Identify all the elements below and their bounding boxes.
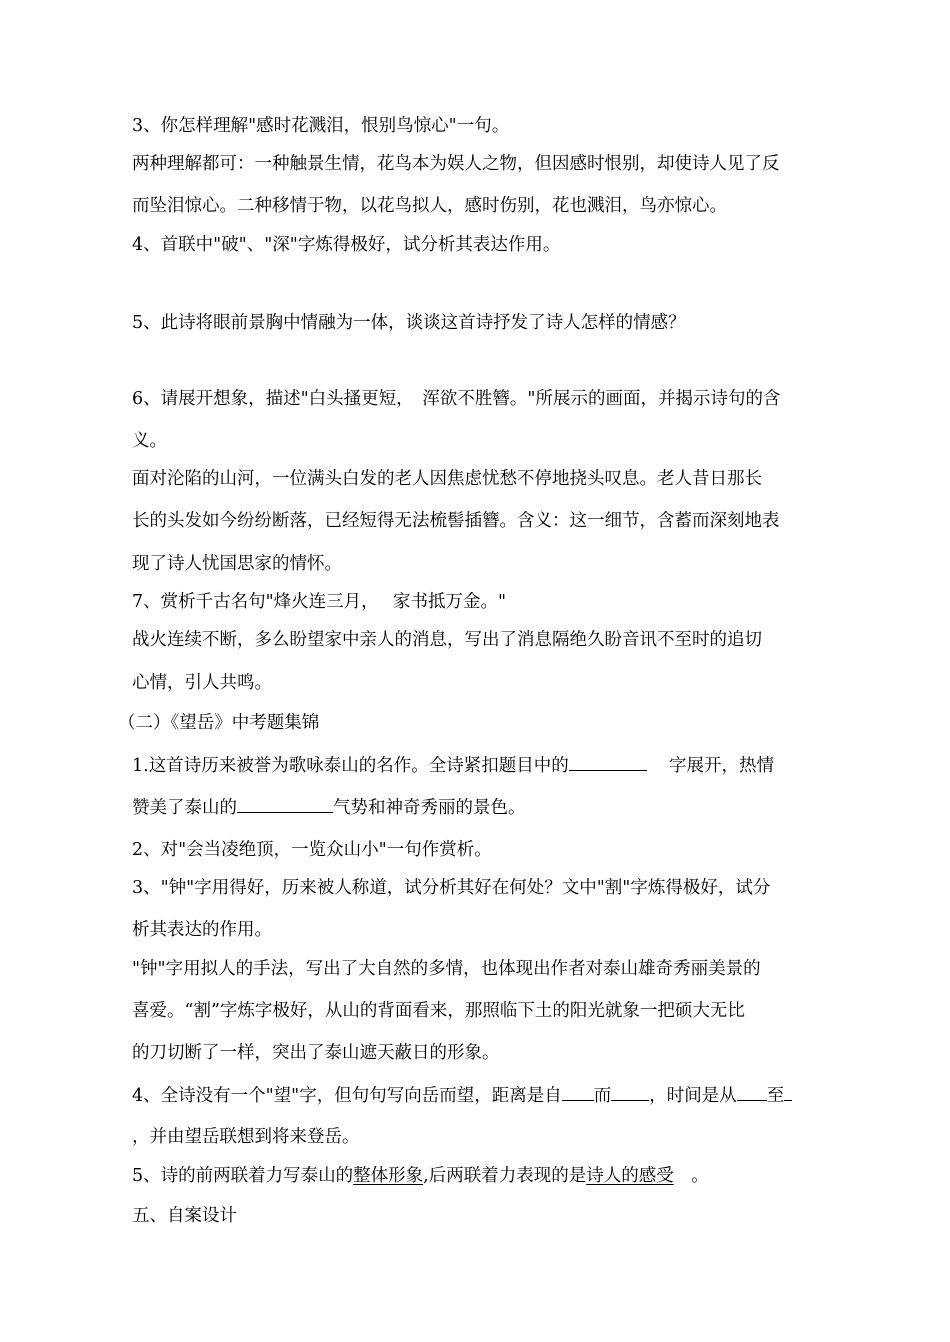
question-6-line-2: 义。: [132, 431, 167, 451]
q5-answer-2: 诗人的感受: [586, 1166, 674, 1186]
fill-blank-5: [737, 1082, 767, 1101]
q4-text-c: ，时间是从: [649, 1086, 737, 1106]
fill-blank-2: [237, 794, 333, 813]
question-4: 4、首联中"破"、"深"字炼得极好，试分析其表达作用。: [132, 235, 561, 255]
question-3: 3、你怎样理解"感时花溅泪，恨别鸟惊心"一句。: [132, 116, 510, 136]
fill-blank-6: [784, 1082, 792, 1101]
q1-text-c: 赞美了泰山的: [132, 798, 237, 818]
q5-text-c: 。: [673, 1166, 709, 1186]
q5-answer-1: 整体形象: [353, 1166, 424, 1186]
q1-text-d: 气势和神奇秀丽的景色。: [333, 798, 526, 818]
wangyue-question-5: [132, 1163, 832, 1189]
q4-text-b: 而: [593, 1086, 612, 1106]
fill-blank-4: [611, 1082, 649, 1101]
answer-3-line-1: 两种理解都可：一种触景生情，花鸟本为娱人之物，但因感时恨别，却使诗人见了反: [132, 154, 780, 174]
section-2-title: （二）《望岳》中考题集锦: [118, 713, 320, 733]
wangyue-question-1-line-1: [132, 752, 832, 779]
question-5: 5、此诗将眼前景胸中情融为一体，谈谈这首诗抒发了诗人怎样的情感？: [132, 313, 686, 333]
wangyue-answer-3-line-2: 喜爱。“割”字炼字极好，从山的背面看来，那照临下土的阳光就象一把硕大无比: [132, 1001, 745, 1021]
answer-6-line-3: 现了诗人忧国思家的情怀。: [132, 554, 342, 574]
q4-text-a: 4、全诗没有一个"望"字，但句句写向岳而望，距离是自: [132, 1086, 562, 1106]
answer-6-line-2: 长的头发如今纷纷断落，已经短得无法梳髻插簪。含义：这一细节，含蓄而深刻地表: [132, 511, 780, 531]
question-6-line-1: 6、请展开想象，描述"白头搔更短， 浑欲不胜簪。"所展示的画面，并揭示诗句的含: [132, 389, 781, 409]
section-5-title: 五、自案设计: [132, 1206, 237, 1226]
q1-text-a: 1.这首诗历来被誉为歌咏泰山的名作。全诗紧扣题目中的: [132, 756, 569, 776]
wangyue-question-4-line-2: ，并由望岳联想到将来登岳。: [132, 1127, 360, 1147]
wangyue-answer-3-line-1: "钟"字用拟人的手法，写出了大自然的多情，也体现出作者对泰山雄奇秀丽美景的: [132, 959, 761, 979]
wangyue-question-3-line-1: 3、"钟"字用得好，历来被人称道，试分析其好在何处？文中"割"字炼得极好，试分: [132, 878, 771, 898]
wangyue-answer-3-line-3: 的刀切断了一样，突出了泰山遮天蔽日的形象。: [132, 1043, 500, 1063]
wangyue-question-2: 2、对"会当凌绝顶，一览众山小"一句作赏析。: [132, 840, 492, 860]
fill-blank-3: [562, 1082, 594, 1101]
q5-text-a: 5、诗的前两联着力写泰山的: [132, 1166, 354, 1186]
fill-blank-1: [569, 752, 647, 771]
answer-7-line-2: 心情，引人共鸣。: [132, 673, 272, 693]
q1-text-b: 字展开，热情: [668, 756, 774, 776]
answer-6-line-1: 面对沦陷的山河，一位满头白发的老人因焦虑忧愁不停地挠头叹息。老人昔日那长: [132, 469, 762, 489]
answer-7-line-1: 战火连续不断，多么盼望家中亲人的消息，写出了消息隔绝久盼音讯不至时的追切: [132, 630, 762, 650]
wangyue-question-4-line-1: [132, 1082, 832, 1109]
wangyue-question-3-line-2: 析其表达的作用。: [132, 920, 272, 940]
wangyue-question-1-line-2: [132, 794, 832, 821]
q4-text-d: 至: [766, 1086, 785, 1106]
question-7: 7、赏析千古名句"烽火连三月， 家书抵万金。": [132, 592, 507, 612]
q5-text-b: ,后两联着力表现的是: [423, 1166, 587, 1186]
answer-3-line-2: 而坠泪惊心。二种移情于物，以花鸟拟人，感时伤别，花也溅泪，鸟亦惊心。: [132, 196, 727, 216]
